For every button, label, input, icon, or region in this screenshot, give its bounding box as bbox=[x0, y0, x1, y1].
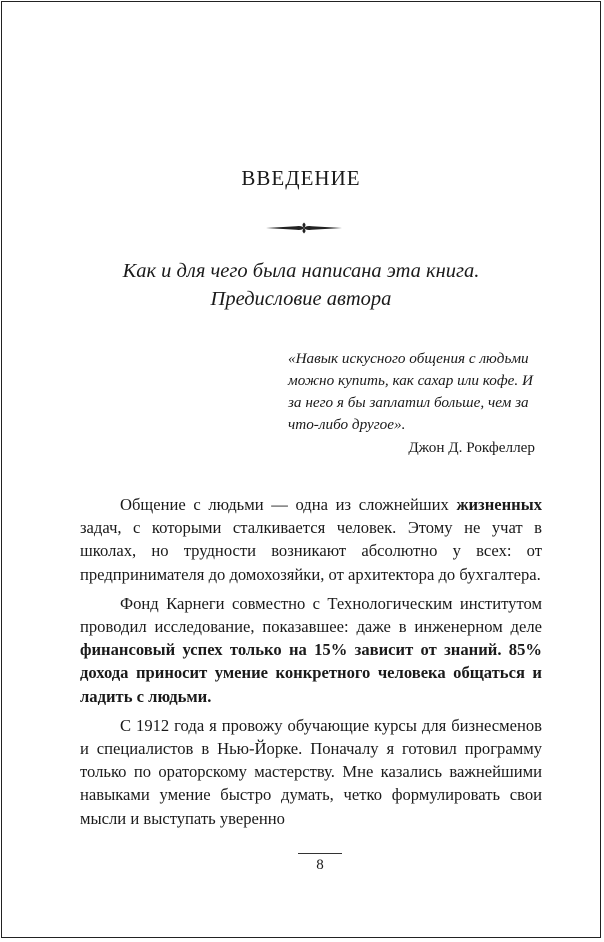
book-page bbox=[1, 1, 601, 938]
paragraph-3: С 1912 года я провожу обучающие курсы для бизнесменов и специалистов в Нью-Йорке. Поначалу я готовил программу только по ораторскому мастерству. Мне казались важнейшими навыками умение быстро думать, четко формулировать свои мысли и выступать уверенно bbox=[80, 715, 542, 828]
page-number: 8 bbox=[316, 857, 324, 873]
paragraph-2 bbox=[80, 592, 542, 708]
subtitle-line-2: Предисловие автора bbox=[210, 288, 392, 310]
epigraph-author: Джон Д. Рокфеллер bbox=[408, 439, 535, 456]
chapter-title: ВВЕДЕНИЕ bbox=[241, 166, 361, 190]
body-text bbox=[80, 493, 542, 830]
page-number-rule bbox=[298, 853, 342, 854]
flourish-divider-icon bbox=[266, 221, 342, 235]
paragraph-1 bbox=[80, 493, 542, 586]
paragraph-2-bold: финансовый успех только на 15% зависит от знаний. 85% дохода приносит умение конкретного человека общаться и ладить с людьми. bbox=[80, 640, 542, 706]
paragraph-1-bold: жизненных bbox=[456, 495, 542, 514]
paragraph-2-text: Фонд Карнеги совместно с Технологическим институтом проводил исследование, показавшее: даже в инженерном деле bbox=[80, 593, 542, 637]
paragraph-1-text-end: задач, с которыми сталкивается человек. Этому не учат в школах, но трудности возникают абсолютно у всех: от предпринимателя до домохозяйки, от архитектора до бухгалтера. bbox=[80, 518, 542, 584]
paragraph-1-text: Общение с людьми — одна из сложнейших bbox=[120, 495, 457, 514]
epigraph-quote: «Навык искусного общения с людьми можно купить, как сахар или кофе. И за него я бы заплатил больше, чем за что-либо другое». bbox=[288, 350, 533, 433]
subtitle-line-1: Как и для чего была написана эта книга. bbox=[122, 260, 480, 282]
chapter-subtitle bbox=[42, 257, 560, 313]
